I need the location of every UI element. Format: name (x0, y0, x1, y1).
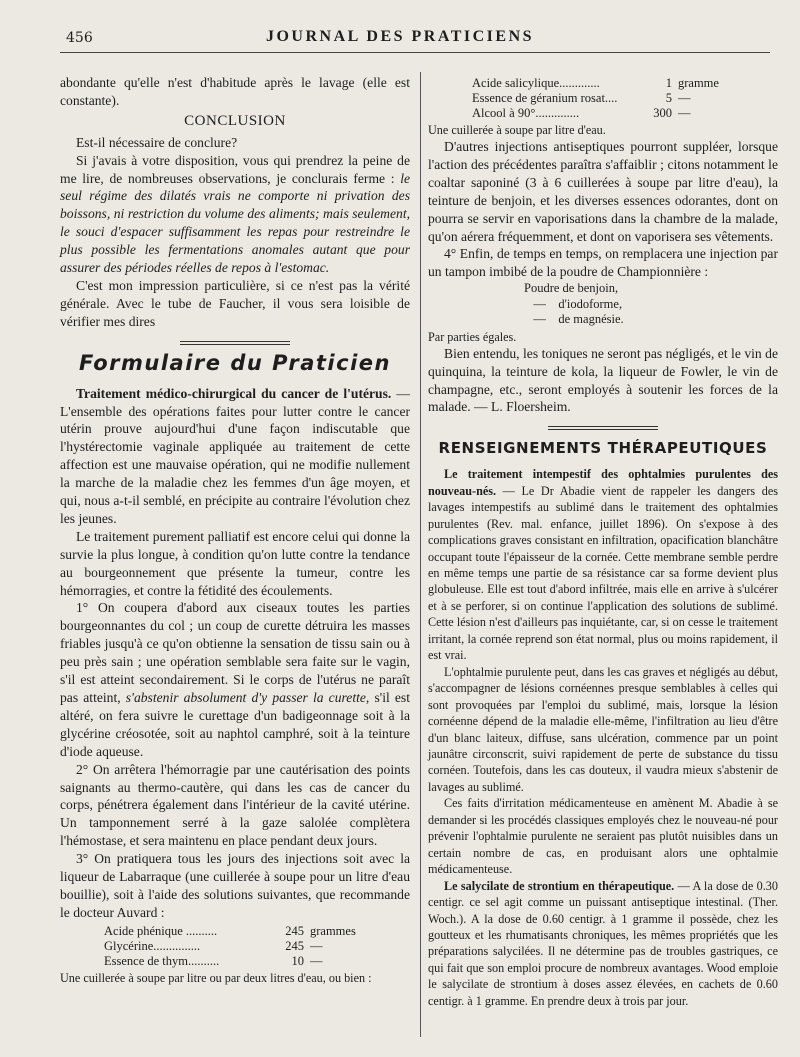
formula-2 (472, 76, 778, 121)
formula-note: Par parties égales. (428, 329, 517, 344)
right-column (428, 74, 778, 1009)
emphasis-text: le seul régime des dilatés vrais ne comporte ni privation des boissons, ni restriction du volume des aliments; mais seulement, le souci d'espacer suffisamment les repas pour restreindre le plus possible les fermentations anomales autant que pour assurer des périodes réelles de repos à l'estomac. (60, 170, 410, 276)
paragraph: 1° On coupera d'abord aux ciseaux toutes les parties bourgeonnantes du col ; un coup de curette détruira les masses friables jusqu'à ce qu'on obtienne la sensation de tissu sain ou à peu près sain ; une opération semblable sera faite sur le vagin, s'il est atteint secondairement. Si le corps de l'utérus ne paraît pas atteint, s'abstenir absolument d'y passer la curette, s'il est altéré, on fera suivre le curettage d'un badigeonnage soit à la glycérine créosotée, soit au naphtol camphré, soit à la teinture d'iode aqueuse. (60, 600, 410, 759)
section-divider (180, 341, 290, 345)
paragraph: Bien entendu, les toniques ne seront pas négligés, et le vin de quinquina, la teinture de kola, la liqueur de Fowler, le vin de champagne, etc., seront employés à soutenir les forces de la malade. — L. Floersheim. (428, 345, 778, 415)
paragraph: Est-il nécessaire de conclure? (76, 134, 238, 150)
article: Le traitement intempestif des ophtalmies purulentes des nouveau-nés. — Le Dr Abadie vient de rappeler les dangers des lavages intempestifs au sublimé dans le traitement des ophtalmies purulentes (Rev. mal. enfance, juillet 1896). On s'expose à des complications graves consistant en infiltration, opacification blanchâtre occupant toute l'épaisseur de la cornée. Cette membrane semble perdre en même temps une partie de sa résistance car sa forme devient plus globuleuse. Elle est tout d'abord infiltrée, mais elle en arrive à s'ulcérer et à se perforer, si on continue l'application des solutions de sublimé. Cette lésion n'est d'ailleurs pas inquiétante, car, si on cesse le traitement irritant, la cornée reprend son état normal, plus ou moins rapidement, il est vrai. (428, 467, 778, 663)
paragraph: 3° On pratiquera tous les jours des injections soit avec la liqueur de Labarraque (une cuillerée à soupe pour un litre d'eau bouillie), soit à l'aide des solutions suivantes, que recommande le docteur Auvard : (60, 851, 410, 920)
column-divider (420, 72, 421, 1037)
paragraph: Si j'avais à votre disposition, vous qui prendrez la peine de me lire, de nombreuses observations, je conclurais ferme : le seul régime des dilatés vrais ne comporte ni privation des boissons, ni restriction du volume des aliments; mais seulement, le souci d'espacer suffisamment les repas pour restreindre le plus possible les fermentations anomales autant que pour assurer des périodes réelles de repos à l'estomac. (60, 152, 410, 276)
paragraph: 4° Enfin, de temps en temps, on remplacera une injection par un tampon imbibé de la poudre de Championnière : (428, 246, 778, 280)
formula-row: Glycérine............... 245 — (104, 938, 323, 953)
paragraph: 2° On arrêtera l'hémorragie par une cautérisation des points saignants au thermo-cautère, qui dans les cas de cancer du corps, pénétrera également dans l'intérieur de la cavité utérine. Un tamponnement serré à la gaze salolée complètera l'hémostase, et sera maintenu en place pendant deux jours. (60, 761, 410, 849)
header-rule (60, 52, 770, 53)
formulaire-heading: Formulaire du Praticien (79, 350, 391, 375)
paragraph: L'ophtalmie purulente peut, dans les cas graves et négligés au début, s'accompagner de lésions cornéennes presque semblables à celles qui sont provoquées par l'emploi du sublimé, mais, lorsque la lésion cornéenne dépend de la maladie elle-même, l'infiltration au lieu d'être d'un blanc laiteux, diffuse, sans ulcération, commence par un point jaunâtre circonscrit, suivi rapidement de perte de substance du tissu cornéen. Toutefois, dans les cas douteux, il vaudra mieux s'abstenir de lavages au sublimé. (428, 664, 778, 794)
formula-row: Essence de thym.......... 10 — (104, 953, 323, 968)
paragraph: D'autres injections antiseptiques pourront suppléer, lorsque l'action des précédentes paraîtra s'affaiblir ; citons notamment le coaltar saponiné (3 à 6 cuillerées à soupe par litre d'eau), la teinture de benjoin, et les diverses essences odorantes, dont on pourra se servir en vaporisations dans la chambre de la malade, qu'on aérera fréquemment, et dont on vaporisera ses vêtements. (428, 139, 778, 244)
powder-row: — d'iodoforme, (524, 296, 623, 311)
section-divider (548, 426, 658, 430)
article-title: Traitement médico-chirurgical du cancer de l'utérus. (76, 385, 392, 401)
formula-row: Essence de géranium rosat.... 5 — (472, 91, 691, 105)
conclusion-heading: CONCLUSION (184, 112, 286, 129)
emphasis-text: s'abstenir absolument d'y passer la curette, (125, 690, 370, 705)
formula-1 (104, 924, 410, 969)
powder-row: — de magnésie. (524, 312, 624, 327)
article-title: Le traitement intempestif des ophtalmies purulentes des nouveau-nés. (428, 467, 778, 498)
formula-note: Une cuillerée à soupe par litre d'eau. (428, 123, 606, 137)
article: Traitement médico-chirurgical du cancer de l'utérus. — L'ensemble des opérations faites pour lutter contre le cancer utérin prouve aujourd'hui d'une façon indiscutable que l'hystérectomie vaginale appliquée au traitement de cette affection est une mauvaise opération, qui ne modifie nullement la marche de la maladie chez les femmes d'un âge moyen, et qui, nous a-t-il semblé, en précipite au contraire l'évolution chez les jeunes. (60, 385, 411, 526)
formula-note: Une cuillerée à soupe par litre ou par deux litres d'eau, ou bien : (60, 970, 372, 985)
formula-row: Acide salicylique............. 1 gramme (472, 76, 719, 90)
powder-row: Poudre de benjoin, (524, 281, 619, 296)
article-title: Le salycilate de strontium en thérapeutique. (444, 878, 675, 893)
formula-row: Alcool à 90°.............. 300 — (472, 106, 691, 120)
paragraph: C'est mon impression particulière, si ce n'est pas la vérité générale. Avec le tube de Faucher, il vous sera loisible de vérifier mes dires (60, 277, 410, 329)
journal-title: JOURNAL DES PRATICIENS (265, 28, 535, 45)
powder-formula (524, 281, 778, 328)
page-number: 456 (66, 30, 93, 46)
renseignements-heading: RENSEIGNEMENTS THÉRAPEUTIQUES (438, 439, 768, 458)
paragraph: Ces faits d'irritation médicamenteuse en amènent M. Abadie à se demander si les procédés classiques employés chez le nouveau-né pour prévenir l'ophtalmie purulente ne seraient pas plutôt nuisibles dans un certain nombre de cas, en produisant alors une ophtalmie médicamenteuse. (428, 796, 778, 877)
article: Le salycilate de strontium en thérapeutique. — A la dose de 0.30 centigr. ce sel agit comme un puissant antiseptique intestinal. (Ther. Woch.). A la dose de 0.60 centigr. à 1 gramme il possède, chez les goutteux et les rhumatisants chroniques, les mêmes propriétés que les préparations salycilées. Il ne détermine pas de troubles gastriques, ce qui fait que son emploi procure de nombreux avantages. Wood emploie le salycilate de strontium à doses assez élevées, en cachets de 0.60 centigr. à 1 gramme. En prendre deux à trois par jour. (428, 878, 778, 1008)
paragraph: Le traitement purement palliatif est encore celui qui donne la survie la plus longue, à condition qu'on lutte contre la tendance au bourgeonnement que présente la tumeur, contre les hémorragies, et contre la fétidité des écoulements. (60, 528, 410, 598)
running-head (0, 22, 800, 52)
left-column (60, 74, 410, 986)
formula-row: Acide phénique .......... 245 grammes (104, 923, 356, 938)
paragraph-continuation: abondante qu'elle n'est d'habitude après le lavage (elle est constante). (60, 75, 410, 108)
